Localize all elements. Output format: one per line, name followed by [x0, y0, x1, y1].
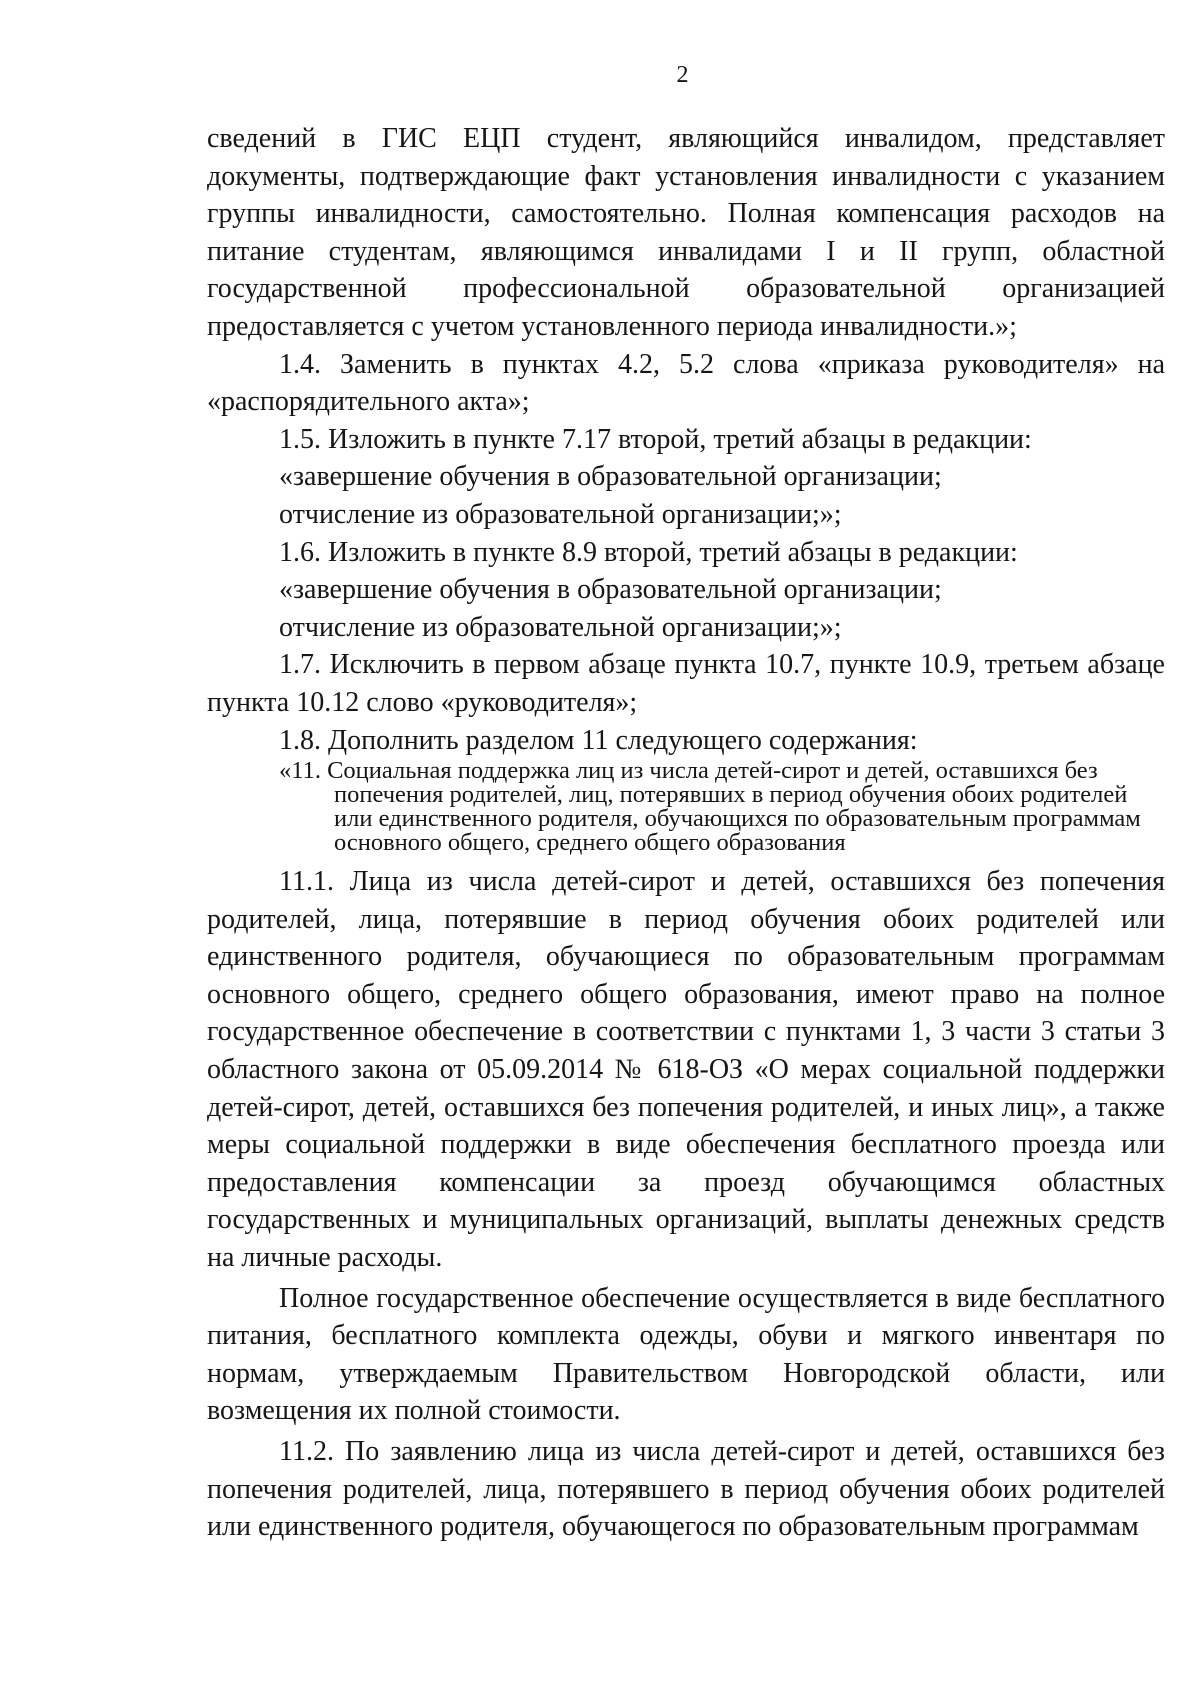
- paragraph-continuation: сведений в ГИС ЕЦП студент, являющийся инвалидом, представляет документы, подтверждающие факт установления инвалидности с указанием группы инвалидности, самостоятельно. Полная компенсация расходов на питание студентам, являющимся инвалидами I и II групп, областной государственной профессиональной образовательной организацией предоставляется с учетом установленного периода инвалидности.»;: [207, 123, 1165, 342]
- document-body: [207, 120, 1165, 1546]
- paragraph-1-6-line-b: отчисление из образовательной организации;»;: [279, 611, 842, 643]
- paragraph-1-5-line-a: «завершение обучения в образовательной организации;: [279, 461, 942, 493]
- paragraph-11-1: 11.1. Лица из числа детей-сирот и детей, оставшихся без попечения родителей, лица, потерявшие в период обучения обоих родителей или единственного родителя, обучающиеся по образовательным программам основного общего, среднего общего образования, имеют право на полное государственное обеспечение в соответствии с пунктами 1, 3 части 3 статьи 3 областного закона от 05.09.2014 № 618-ОЗ «О мерах социальной поддержки детей-сирот, детей, оставшихся без попечения родителей, и иных лиц», а также меры социальной поддержки в виде обеспечения бесплатного проезда или предоставления компенсации за проезд обучающимся областных государственных и муниципальных организаций, выплаты денежных средств на личные расходы.: [207, 866, 1165, 1274]
- paragraph-11-2: 11.2. По заявлению лица из числа детей-сирот и детей, оставшихся без попечения родителей, лица, потерявшего в период обучения обоих родителей или единственного родителя, обучающегося по образовательным программам: [207, 1436, 1165, 1543]
- paragraph-1-6: 1.6. Изложить в пункте 8.9 второй, третий абзацы в редакции:: [279, 536, 1018, 568]
- paragraph-1-5-line-b: отчисление из образовательной организации;»;: [279, 498, 842, 530]
- paragraph-1-7: 1.7. Исключить в первом абзаце пункта 10.7, пункте 10.9, третьем абзаце пункта 10.12 слово «руководителя»;: [207, 649, 1165, 718]
- page-number: 2: [676, 62, 689, 88]
- paragraph-1-4: 1.4. Заменить в пунктах 4.2, 5.2 слова «приказа руководителя» на «распорядительного акта»;: [207, 348, 1165, 418]
- paragraph-1-8: 1.8. Дополнить разделом 11 следующего содержания:: [279, 724, 918, 756]
- section-11-heading: «11. Социальная поддержка лиц из числа детей-сирот и детей, оставшихся без попечения родителей, лиц, потерявших в период обучения обоих родителей или единственного родителя, обучающихся по образовательным программам основного общего, среднего общего образования: [279, 757, 1141, 857]
- paragraph-1-6-line-a: «завершение обучения в образовательной организации;: [279, 574, 942, 606]
- paragraph-11-1-b: Полное государственное обеспечение осуществляется в виде бесплатного питания, бесплатного комплекта одежды, обуви и мягкого инвентаря по нормам, утверждаемым Правительством Новгородской области, или возмещения их полной стоимости.: [207, 1282, 1165, 1427]
- paragraph-1-5: 1.5. Изложить в пункте 7.17 второй, третий абзацы в редакции:: [279, 423, 1032, 455]
